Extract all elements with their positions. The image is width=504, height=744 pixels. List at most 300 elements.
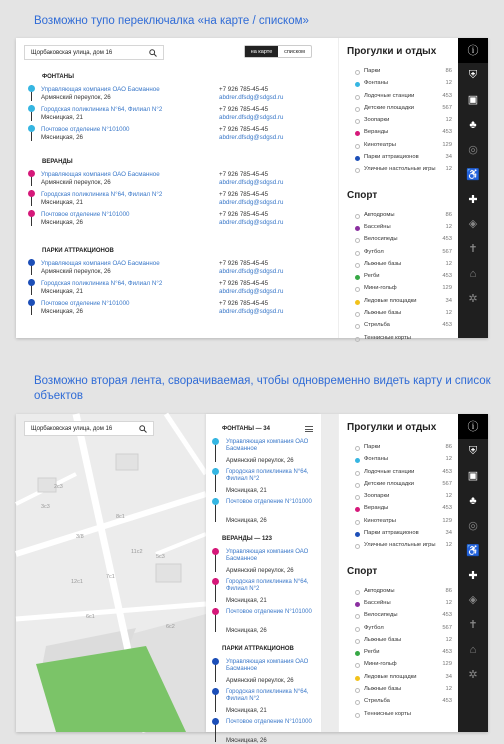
category-name: Парки bbox=[364, 68, 381, 74]
category-name: Уличные настольные игры bbox=[364, 542, 436, 549]
map-pin-icon bbox=[31, 190, 32, 206]
category-count: 12 bbox=[445, 117, 452, 124]
map-building-label: 8с1 bbox=[116, 514, 125, 520]
category-count: 12 bbox=[445, 260, 452, 267]
list-item[interactable] bbox=[206, 578, 321, 604]
category-dot-icon bbox=[355, 70, 360, 75]
org-email[interactable]: abdrer.dfsdg@sdgsd.ru bbox=[219, 134, 284, 141]
category-count: 12 bbox=[445, 456, 452, 463]
org-link[interactable]: Управляющая компания ОАО Басманное bbox=[41, 86, 160, 93]
category-count: 12 bbox=[445, 599, 452, 606]
category-name: Парки аттракционов bbox=[364, 154, 419, 161]
list-view-screen bbox=[16, 38, 488, 341]
category-count: 12 bbox=[445, 636, 452, 643]
list-item[interactable] bbox=[206, 438, 321, 464]
bus-icon[interactable]: ▣ bbox=[467, 94, 479, 107]
section-title: ФОНТАНЫ — 34 bbox=[222, 426, 270, 432]
category-name: Зоопарки bbox=[364, 117, 390, 124]
category-dot-icon bbox=[355, 238, 360, 243]
category-item[interactable] bbox=[339, 455, 458, 467]
category-name: Велосипеды bbox=[364, 236, 398, 243]
map-view-screen bbox=[16, 414, 488, 744]
list-item[interactable] bbox=[206, 718, 321, 744]
category-dot-icon bbox=[355, 82, 360, 87]
category-dot-icon bbox=[355, 713, 360, 718]
coat-of-arms-icon[interactable]: ⛨ bbox=[468, 68, 478, 81]
category-count: 129 bbox=[442, 285, 452, 292]
category-name: Лодочные станции bbox=[364, 92, 415, 99]
org-address: Армянский переулок, 26 bbox=[226, 678, 294, 684]
org-link[interactable]: Городская поликлиника N°64, Филиал N°2 bbox=[41, 106, 163, 113]
church-cross-icon[interactable]: ✝ bbox=[468, 243, 478, 256]
category-count: 453 bbox=[442, 612, 452, 619]
object-list bbox=[24, 66, 324, 319]
category-item[interactable] bbox=[339, 587, 458, 599]
category-name: Лыжные базы bbox=[364, 686, 402, 693]
category-name: Парки аттракционов bbox=[364, 530, 419, 537]
map-building-label: 12с1 bbox=[71, 579, 83, 585]
category-count: 453 bbox=[442, 129, 452, 136]
category-name: Ледовые площадки bbox=[364, 297, 417, 304]
category-name: Детские площадки bbox=[364, 104, 415, 111]
org-address: Армянский переулок, 26 bbox=[226, 568, 294, 574]
category-item[interactable] bbox=[339, 660, 458, 672]
map-pin-icon bbox=[215, 718, 216, 742]
category-dot-icon bbox=[355, 483, 360, 488]
org-address: Мясницкая, 21 bbox=[41, 288, 83, 295]
category-item[interactable] bbox=[339, 260, 458, 272]
list-item[interactable] bbox=[206, 468, 321, 494]
map-pin-icon bbox=[31, 105, 32, 121]
category-name: Кинотеатры bbox=[364, 517, 396, 524]
spiral-icon[interactable]: ◎ bbox=[468, 520, 478, 533]
category-item[interactable] bbox=[339, 284, 458, 296]
museum-icon[interactable]: ⌂ bbox=[469, 267, 477, 280]
category-name: Мини-гольф bbox=[364, 285, 397, 292]
medical-cross-icon[interactable]: ✚ bbox=[468, 569, 478, 582]
category-item[interactable] bbox=[339, 673, 458, 685]
category-dot-icon bbox=[355, 544, 360, 549]
category-name: Бассейны bbox=[364, 223, 391, 230]
list-item[interactable] bbox=[24, 259, 324, 276]
section-title: ФОНТАНЫ bbox=[42, 74, 74, 80]
org-link[interactable]: Почтовое отделение N°101000 bbox=[41, 126, 130, 133]
category-count: 12 bbox=[445, 542, 452, 549]
org-email[interactable]: abdrer.dfsdg@sdgsd.ru bbox=[219, 268, 284, 275]
map-pin-icon bbox=[31, 299, 32, 315]
search-icon[interactable] bbox=[149, 49, 157, 57]
category-name: Кинотеатры bbox=[364, 141, 396, 148]
category-count: 453 bbox=[442, 236, 452, 243]
map-pin-icon bbox=[31, 279, 32, 295]
category-name: Футбол bbox=[364, 248, 384, 255]
category-dot-icon bbox=[355, 119, 360, 124]
category-dot-icon bbox=[355, 700, 360, 705]
menu-icon[interactable] bbox=[305, 426, 313, 432]
category-count: 129 bbox=[442, 517, 452, 524]
category-name: Бассейны bbox=[364, 599, 391, 606]
category-dot-icon bbox=[355, 144, 360, 149]
search-box[interactable] bbox=[24, 45, 164, 60]
category-name: Лыжные базы bbox=[364, 636, 402, 643]
org-email[interactable]: abdrer.dfsdg@sdgsd.ru bbox=[219, 199, 284, 206]
category-count: 129 bbox=[442, 661, 452, 668]
category-item[interactable] bbox=[339, 321, 458, 333]
category-item[interactable] bbox=[339, 104, 458, 116]
category-dot-icon bbox=[355, 651, 360, 656]
category-count: 86 bbox=[445, 444, 452, 450]
category-count: 453 bbox=[442, 322, 452, 329]
list-item[interactable] bbox=[24, 210, 324, 227]
category-count: 567 bbox=[442, 104, 452, 111]
org-address: Мясницкая, 21 bbox=[41, 114, 83, 121]
org-address: Мясницкая, 21 bbox=[226, 708, 267, 714]
map-building-label: 5с3 bbox=[156, 554, 165, 560]
org-address: Мясницкая, 26 bbox=[41, 308, 83, 315]
category-item[interactable] bbox=[339, 141, 458, 153]
map-pin-icon bbox=[215, 608, 216, 632]
list-item[interactable] bbox=[206, 498, 321, 524]
toggle-list[interactable]: списком bbox=[284, 48, 305, 55]
category-count: 12 bbox=[445, 686, 452, 693]
category-item[interactable] bbox=[339, 223, 458, 235]
category-count: 86 bbox=[445, 68, 452, 74]
category-count: 12 bbox=[445, 80, 452, 87]
category-item[interactable] bbox=[339, 685, 458, 697]
collapsible-list-panel bbox=[206, 414, 321, 744]
category-dot-icon bbox=[355, 602, 360, 607]
section-title: ВЕРАНДЫ bbox=[42, 159, 73, 165]
category-item[interactable] bbox=[339, 165, 458, 177]
map-pin-icon bbox=[215, 578, 216, 602]
org-phone: +7 926 785-45-45 bbox=[219, 126, 269, 133]
map-building-label: 2с3 bbox=[54, 484, 63, 490]
category-item[interactable] bbox=[339, 67, 458, 79]
org-address: Мясницкая, 26 bbox=[41, 134, 83, 141]
map-pin-icon bbox=[31, 85, 32, 101]
org-address: Армянский переулок, 26 bbox=[41, 94, 111, 101]
org-link[interactable]: Городская поликлиника N°64, Филиал N°2 bbox=[226, 579, 309, 592]
org-link[interactable]: Почтовое отделение N°101000 bbox=[226, 499, 312, 505]
spacer bbox=[24, 230, 324, 240]
category-name: Веранды bbox=[364, 129, 389, 136]
category-dot-icon bbox=[355, 300, 360, 305]
category-name: Велосипеды bbox=[364, 612, 398, 619]
tree-icon[interactable]: ♣ bbox=[469, 118, 477, 131]
category-dot-icon bbox=[355, 263, 360, 268]
category-item[interactable] bbox=[339, 480, 458, 492]
category-dot-icon bbox=[355, 471, 360, 476]
category-item[interactable] bbox=[339, 541, 458, 553]
category-name: Стрельба bbox=[364, 698, 390, 705]
category-dot-icon bbox=[355, 156, 360, 161]
list-item[interactable] bbox=[24, 105, 324, 122]
category-count: 34 bbox=[445, 297, 452, 304]
org-link[interactable]: Городская поликлиника N°64, Филиал N°2 bbox=[41, 191, 163, 198]
category-name: Лыжные базы bbox=[364, 260, 402, 267]
search-input[interactable]: Щорбаковская улица, дом 16 bbox=[31, 49, 113, 56]
category-dot-icon bbox=[355, 507, 360, 512]
info-icon[interactable]: ⓘ bbox=[458, 38, 488, 63]
org-phone: +7 926 785-45-45 bbox=[219, 300, 269, 307]
category-item[interactable] bbox=[339, 443, 458, 455]
category-name: Фонтаны bbox=[364, 80, 389, 87]
category-dot-icon bbox=[355, 520, 360, 525]
category-name: Фонтаны bbox=[364, 456, 389, 463]
category-group-title: Спорт bbox=[347, 565, 378, 577]
list-item[interactable] bbox=[206, 688, 321, 714]
category-name: Регби bbox=[364, 273, 380, 280]
category-item[interactable] bbox=[339, 128, 458, 140]
coat-of-arms-icon[interactable]: ⛨ bbox=[468, 444, 478, 457]
org-address: Мясницкая, 26 bbox=[41, 219, 83, 226]
category-item[interactable] bbox=[339, 248, 458, 260]
org-email[interactable]: abdrer.dfsdg@sdgsd.ru bbox=[219, 94, 284, 101]
category-count: 12 bbox=[445, 493, 452, 500]
map-pin-icon bbox=[215, 438, 216, 462]
org-address: Мясницкая, 21 bbox=[41, 199, 83, 206]
section-title: ВЕРАНДЫ — 123 bbox=[222, 536, 272, 542]
search-icon[interactable] bbox=[139, 425, 147, 433]
org-email[interactable]: abdrer.dfsdg@sdgsd.ru bbox=[219, 219, 284, 226]
category-count: 453 bbox=[442, 649, 452, 656]
shield-icon[interactable]: ◈ bbox=[468, 218, 478, 231]
spacer bbox=[24, 145, 324, 151]
caption-top: Возможно тупо переключалка «на карте / списком» bbox=[34, 15, 309, 27]
category-count: 86 bbox=[445, 587, 452, 594]
museum-icon[interactable]: ⌂ bbox=[469, 643, 477, 656]
org-address: Мясницкая, 26 bbox=[226, 738, 267, 744]
category-item[interactable] bbox=[339, 599, 458, 611]
org-address: Мясницкая, 21 bbox=[226, 598, 267, 604]
org-link[interactable]: Почтовое отделение N°101000 bbox=[226, 609, 312, 615]
category-item[interactable] bbox=[339, 334, 458, 346]
org-phone: +7 926 785-45-45 bbox=[219, 211, 269, 218]
category-name: Стрельба bbox=[364, 322, 390, 329]
org-address: Армянский переулок, 26 bbox=[41, 179, 111, 186]
category-name: Уличные настольные игры bbox=[364, 166, 436, 173]
map-pin-icon bbox=[215, 658, 216, 682]
org-link[interactable]: Почтовое отделение N°101000 bbox=[226, 719, 312, 725]
list-item[interactable] bbox=[24, 299, 324, 316]
map-pin-icon bbox=[215, 468, 216, 492]
medical-cross-icon[interactable]: ✚ bbox=[468, 193, 478, 206]
category-group-title: Прогулки и отдых bbox=[347, 46, 437, 57]
org-link[interactable]: Почтовое отделение N°101000 bbox=[41, 300, 130, 307]
list-item[interactable] bbox=[206, 658, 321, 684]
section-title: ПАРКИ АТТРАКЦИОНОВ bbox=[222, 646, 294, 652]
category-dot-icon bbox=[355, 324, 360, 329]
org-address: Армянский переулок, 26 bbox=[226, 458, 294, 464]
category-dot-icon bbox=[355, 663, 360, 668]
category-name: Зоопарки bbox=[364, 493, 390, 500]
category-dot-icon bbox=[355, 337, 360, 342]
list-item[interactable] bbox=[24, 170, 324, 187]
category-group-title: Прогулки и отдых bbox=[347, 422, 437, 433]
category-dot-icon bbox=[355, 446, 360, 451]
gear-icon[interactable]: ✲ bbox=[468, 292, 478, 305]
org-link[interactable]: Городская поликлиника N°64, Филиал N°2 bbox=[41, 280, 163, 287]
map-building-label: 3/8 bbox=[76, 534, 84, 540]
category-name: Веранды bbox=[364, 505, 389, 512]
list-item[interactable] bbox=[24, 125, 324, 142]
map-building-label: 11с2 bbox=[131, 549, 143, 555]
category-dot-icon bbox=[355, 312, 360, 317]
category-name: Лодочные станции bbox=[364, 468, 415, 475]
org-link[interactable]: Городская поликлиника N°64, Филиал N°2 bbox=[226, 469, 309, 482]
org-link[interactable]: Управляющая компания ОАО Басманное bbox=[226, 549, 309, 562]
category-dot-icon bbox=[355, 676, 360, 681]
category-item[interactable] bbox=[339, 492, 458, 504]
shield-icon[interactable]: ◈ bbox=[468, 594, 478, 607]
search-box-map[interactable] bbox=[24, 421, 154, 436]
category-name: Теннисные корты bbox=[364, 710, 411, 717]
caption-bottom: Возможно вторая лента, сворачиваемая, чтобы одновременно видеть карту и список объектов bbox=[34, 375, 491, 402]
category-item[interactable] bbox=[339, 468, 458, 480]
map-pin-icon bbox=[215, 498, 216, 522]
category-dot-icon bbox=[355, 168, 360, 173]
gear-icon[interactable]: ✲ bbox=[468, 668, 478, 681]
map-pin-icon bbox=[31, 259, 32, 275]
category-dot-icon bbox=[355, 688, 360, 693]
category-item[interactable] bbox=[339, 611, 458, 623]
accessibility-icon[interactable]: ♿ bbox=[466, 544, 480, 557]
category-count: 567 bbox=[442, 480, 452, 487]
category-dot-icon bbox=[355, 495, 360, 500]
org-link[interactable]: Управляющая компания ОАО Басманное bbox=[226, 439, 309, 452]
category-dot-icon bbox=[355, 287, 360, 292]
church-cross-icon[interactable]: ✝ bbox=[468, 619, 478, 632]
category-count: 12 bbox=[445, 223, 452, 230]
tree-icon[interactable]: ♣ bbox=[469, 494, 477, 507]
org-email[interactable]: abdrer.dfsdg@sdgsd.ru bbox=[219, 288, 284, 295]
category-dot-icon bbox=[355, 590, 360, 595]
spiral-icon[interactable]: ◎ bbox=[468, 144, 478, 157]
category-name: Мини-гольф bbox=[364, 661, 397, 668]
category-count: 567 bbox=[442, 248, 452, 255]
category-group-title: Спорт bbox=[347, 189, 378, 201]
view-toggle[interactable] bbox=[244, 45, 312, 58]
org-address: Мясницкая, 21 bbox=[226, 488, 267, 494]
map-building-label: 3с3 bbox=[41, 504, 50, 510]
org-phone: +7 926 785-45-45 bbox=[219, 106, 269, 113]
org-email[interactable]: abdrer.dfsdg@sdgsd.ru bbox=[219, 179, 284, 186]
category-count: 453 bbox=[442, 273, 452, 280]
category-panel bbox=[338, 414, 458, 732]
category-dot-icon bbox=[355, 214, 360, 219]
map-pin-icon bbox=[31, 125, 32, 141]
category-item[interactable] bbox=[339, 517, 458, 529]
category-item[interactable] bbox=[339, 309, 458, 321]
category-item[interactable] bbox=[339, 153, 458, 165]
list-item[interactable] bbox=[206, 608, 321, 634]
bus-icon[interactable]: ▣ bbox=[467, 470, 479, 483]
list-item[interactable] bbox=[24, 279, 324, 296]
category-item[interactable] bbox=[339, 235, 458, 247]
org-address: Мясницкая, 26 bbox=[226, 518, 267, 524]
org-phone: +7 926 785-45-45 bbox=[219, 260, 269, 267]
org-link[interactable]: Почтовое отделение N°101000 bbox=[41, 211, 130, 218]
list-item[interactable] bbox=[206, 548, 321, 574]
category-item[interactable] bbox=[339, 116, 458, 128]
category-item[interactable] bbox=[339, 529, 458, 541]
category-name: Парки bbox=[364, 444, 381, 450]
info-icon[interactable]: ⓘ bbox=[458, 414, 488, 439]
category-item[interactable] bbox=[339, 697, 458, 709]
category-item[interactable] bbox=[339, 297, 458, 309]
category-item[interactable] bbox=[339, 272, 458, 284]
org-phone: +7 926 785-45-45 bbox=[219, 280, 269, 287]
org-link[interactable]: Городская поликлиника N°64, Филиал N°2 bbox=[226, 689, 309, 702]
category-dot-icon bbox=[355, 639, 360, 644]
category-dot-icon bbox=[355, 251, 360, 256]
category-name: Автодромы bbox=[364, 211, 395, 218]
category-item[interactable] bbox=[339, 624, 458, 636]
toggle-map[interactable]: на карте bbox=[245, 46, 278, 57]
category-name: Автодромы bbox=[364, 587, 395, 594]
org-link[interactable]: Управляющая компания ОАО Басманное bbox=[41, 260, 160, 267]
category-name: Регби bbox=[364, 649, 380, 656]
category-count: 12 bbox=[445, 166, 452, 173]
category-count: 34 bbox=[445, 673, 452, 680]
category-panel bbox=[338, 38, 458, 341]
category-count: 86 bbox=[445, 211, 452, 218]
category-count: 453 bbox=[442, 468, 452, 475]
org-phone: +7 926 785-45-45 bbox=[219, 171, 269, 178]
category-item[interactable] bbox=[339, 79, 458, 91]
category-item[interactable] bbox=[339, 648, 458, 660]
category-dot-icon bbox=[355, 95, 360, 100]
category-name: Ледовые площадки bbox=[364, 673, 417, 680]
category-item[interactable] bbox=[339, 211, 458, 223]
category-count: 453 bbox=[442, 505, 452, 512]
map-building-label: 7с1 bbox=[106, 574, 115, 580]
category-dot-icon bbox=[355, 107, 360, 112]
category-count: 129 bbox=[442, 141, 452, 148]
org-address: Армянский переулок, 26 bbox=[41, 268, 111, 275]
org-link[interactable]: Управляющая компания ОАО Басманное bbox=[41, 171, 160, 178]
category-dot-icon bbox=[355, 275, 360, 280]
category-item[interactable] bbox=[339, 710, 458, 722]
category-name: Детские площадки bbox=[364, 480, 415, 487]
org-phone: +7 926 785-45-45 bbox=[219, 191, 269, 198]
org-email[interactable]: abdrer.dfsdg@sdgsd.ru bbox=[219, 308, 284, 315]
map-building-label: 6с2 bbox=[166, 624, 175, 630]
side-toolbar bbox=[458, 38, 488, 338]
list-item[interactable] bbox=[24, 190, 324, 207]
category-dot-icon bbox=[355, 614, 360, 619]
category-dot-icon bbox=[355, 458, 360, 463]
category-count: 34 bbox=[445, 154, 452, 161]
category-count: 34 bbox=[445, 530, 452, 537]
side-toolbar bbox=[458, 414, 488, 732]
map-pin-icon bbox=[215, 688, 216, 712]
category-item[interactable] bbox=[339, 504, 458, 516]
list-item[interactable] bbox=[24, 85, 324, 102]
category-count: 12 bbox=[445, 310, 452, 317]
accessibility-icon[interactable]: ♿ bbox=[466, 168, 480, 181]
category-item[interactable] bbox=[339, 636, 458, 648]
category-dot-icon bbox=[355, 627, 360, 632]
category-name: Лыжные базы bbox=[364, 310, 402, 317]
org-phone: +7 926 785-45-45 bbox=[219, 86, 269, 93]
org-email[interactable]: abdrer.dfsdg@sdgsd.ru bbox=[219, 114, 284, 121]
org-link[interactable]: Управляющая компания ОАО Басманное bbox=[226, 659, 309, 672]
map[interactable] bbox=[16, 414, 338, 744]
category-name: Футбол bbox=[364, 624, 384, 631]
category-item[interactable] bbox=[339, 92, 458, 104]
search-input-map[interactable]: Щорбаковская улица, дом 16 bbox=[31, 425, 113, 432]
